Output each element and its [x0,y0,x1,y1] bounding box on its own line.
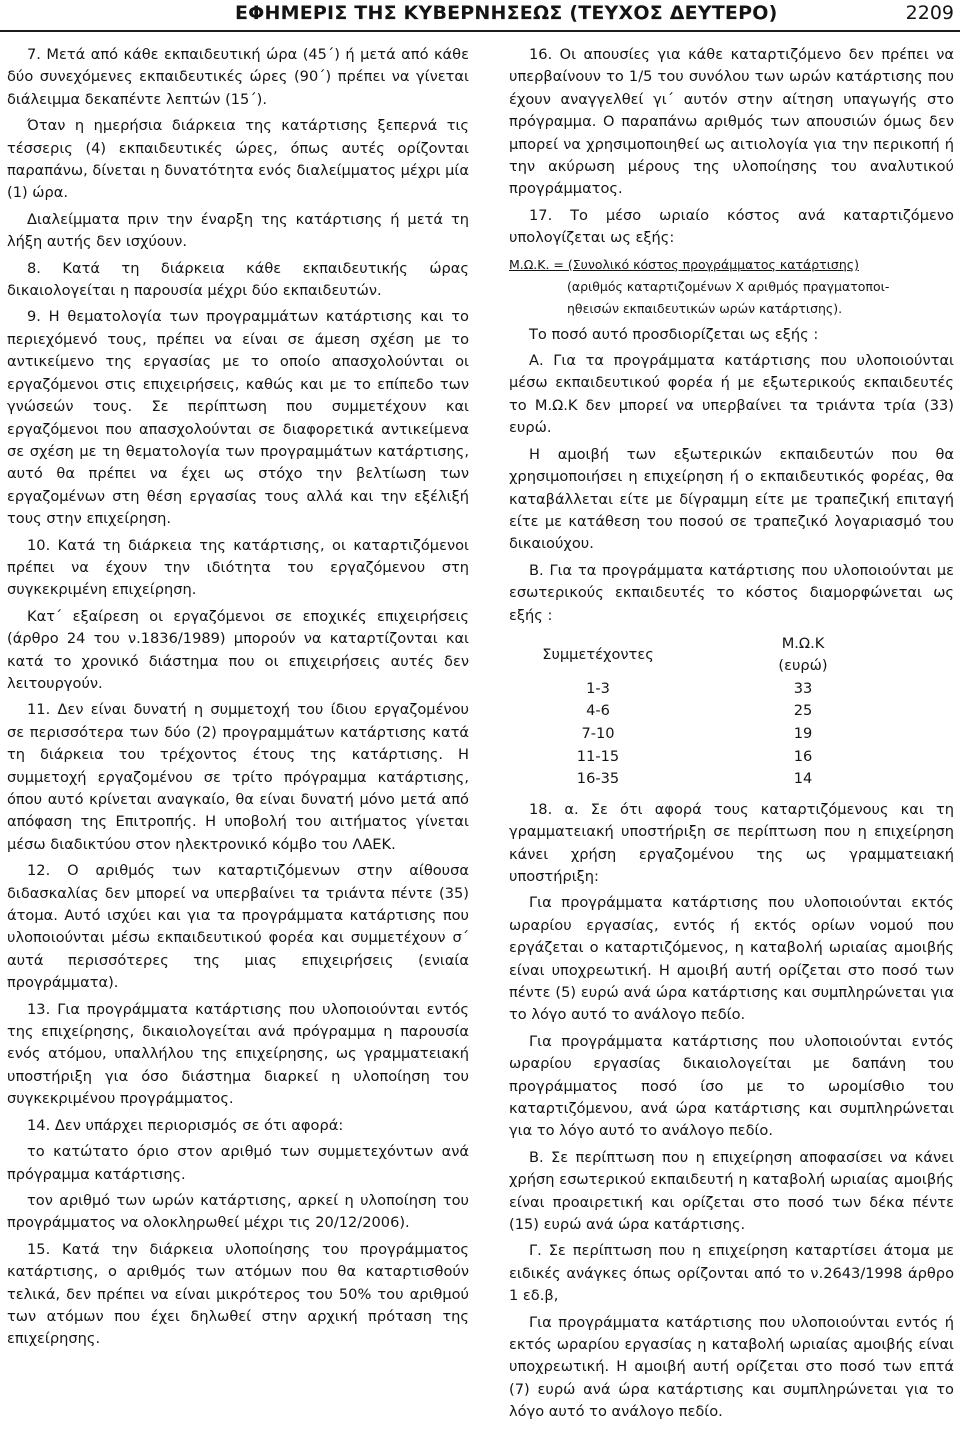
paragraph: Για προγράμματα κατάρτισης που υλοποιούνται εκτός ωραρίου εργασίας, εντός ή εκτός ορίων νομού που εργάζεται ο καταρτιζόμενος, η καταβολή ωριαίας αμοιβής είναι υποχρεωτική. Η αμοιβή αυτή ορίζεται στο ποσό των πέντε (5) ευρώ ανά ώρα κατάρτισης και συμπληρώνεται για το λόγο αυτό το ανάλογο πεδίο. [509,894,954,1024]
paragraph: Β. Σε περίπτωση που η επιχείρηση αποφασίσει να κάνει χρήση εσωτερικού εκπαιδευτή η καταβολή ωριαίας αμοιβής είναι προαιρετική και ορίζεται στο ποσό των δέκα πέντε (15) ευρώ ανά ώρα κατάρτισης. [509,1148,954,1234]
mok-cell: 19 [793,725,813,743]
paragraph: το κατώτατο όριο στον αριθμό των συμμετεχόντων ανά πρόγραμμα κατάρτισης. [7,1143,469,1183]
paragraph: Β. Για τα προγράμματα κατάρτισης που υλοποιούνται με εσωτερικούς εκπαιδευτές το κόστος διαμορφώνεται ως εξής : [509,561,954,624]
table-row [535,678,849,701]
mok-cell: 16 [793,747,813,765]
paragraph: 12. Ο αριθμός των καταρτιζόμενων στην αίθουσα διδασκαλίας δεν μπορεί να υπερβαίνει τα τριάντα πέντε (35) άτομα. Αυτό ισχύει και για τα προγράμματα κατάρτισης που υλοποιούνται μέσω εκπαιδευτικού φορέα και συμμετέχουν σ΄ αυτά περισσότερες της μιας επιχειρήσεις (ενιαία προγράμματα). [7,862,469,992]
right-column [509,44,954,1428]
mok-cell: 14 [793,770,813,788]
participants-cell: 7-10 [581,725,615,743]
column-header-mok: Μ.Ω.Κ (ευρώ) [778,634,828,675]
paragraph: 17. Το μέσο ωριαίο κόστος ανά καταρτιζόμενο υπολογίζεται ως εξής: [509,206,954,247]
paragraph: 7. Μετά από κάθε εκπαιδευτική ώρα (45΄) ή μετά από κάθε δύο συνεχόμενες εκπαιδευτικές ώρες (90΄) πρέπει να γίνεται διάλειμμα δεκαπέντε λεπτών (15΄). [7,46,469,108]
paragraph: Γ. Σε περίπτωση που η επιχείρηση καταρτίσει άτομα με ειδικές ανάγκες όπως ορίζονται από το ν.2643/1998 άρθρο 1 εδ.β, [509,1242,954,1305]
paragraph: 18. α. Σε ότι αφορά τους καταρτιζόμενους και τη γραμματειακή υποστήριξη σε περίπτωση που η επιχείρηση κάνει χρήση εργαζομένου της ως γραμματειακή υποστήριξη: [509,800,954,885]
formula-denominator-line2: ηθεισών εκπαιδευτικών ωρών κατάρτισης). [567,300,843,316]
paragraph: Όταν η ημερήσια διάρκεια της κατάρτισης ξεπερνά τις τέσσερις (4) εκπαιδευτικές ώρες, όπως αυτές ορίζονται παραπάνω, δίνεται η δυνατότητα ενός διαλείμματος μέχρι μία (1) ώρα. [7,117,469,202]
paragraph: 16. Οι απουσίες για κάθε καταρτιζόμενο δεν πρέπει να υπερβαίνουν το 1/5 του συνόλου των ωρών κατάρτισης που έχουν αναγγελθεί γι΄ αυτόν στην αίτηση υπαγωγής στο πρόγραμμα. Ο παραπάνω αριθμός των απουσιών όμως δεν μπορεί να χρησιμοποιηθεί ως αιτιολογία για την περικοπή ή την ακύρωση μέρους της υλοποίησης του αναλυτικού προγράμματος. [509,46,954,198]
formula-denominator-line1: (αριθμός καταρτιζομένων Χ αριθμός πραγματοποι- [567,278,890,294]
paragraph: 8. Κατά τη διάρκεια κάθε εκπαιδευτικής ώρας δικαιολογείται η παρουσία μέχρι δύο εκπαιδευτών. [7,259,469,300]
mok-table [535,633,849,791]
table-row [535,746,849,769]
paragraph: 14. Δεν υπάρχει περιορισμός σε ότι αφορά: [27,1116,344,1134]
participants-cell: 11-15 [576,747,620,765]
table-header-row [535,633,849,678]
page-header [0,0,960,30]
participants-cell: 1-3 [586,679,610,697]
table-row [535,768,849,791]
paragraph: Το ποσό αυτό προσδιορίζεται ως εξής : [529,325,819,343]
paragraph: Διαλείμματα πριν την έναρξη της κατάρτισης ή μετά τη λήξη αυτής δεν ισχύουν. [7,210,469,251]
paragraph: Η αμοιβή των εξωτερικών εκπαιδευτών που θα χρησιμοποιήσει η επιχείρηση ή ο εκπαιδευτικός φορέας, θα καταβάλλεται είτε με δίγραμμη είτε με τραπεζική επιταγή είτε με κατάθεση του ποσού σε τραπεζικό λογαριασμό του δικαιούχου. [509,445,954,553]
participants-cell: 4-6 [586,702,610,720]
mok-cell: 25 [793,702,813,720]
mok-cell: 33 [793,679,813,697]
paragraph: 15. Κατά την διάρκεια υλοποίησης του προγράμματος κατάρτισης, ο αριθμός των ατόμων που θα καταρτισθούν τελικά, δεν πρέπει να είναι μικρότερος του 50% του αριθμού των ατόμων που έχει δηλωθεί στην αρχική πρόταση της επιχείρησης. [7,1240,469,1348]
paragraph: 10. Κατά τη διάρκεια της κατάρτισης, οι καταρτιζόμενοι πρέπει να έχουν την ιδιότητα του εργαζόμενου στη συγκεκριμένη επιχείρηση. [7,536,469,599]
header-rule [0,30,960,32]
paragraph: 13. Για προγράμματα κατάρτισης που υλοποιούνται εντός της επιχείρησης, δικαιολογείται ανά πρόγραμμα η παρουσία ενός ατόμου, υπαλλήλου της επιχείρησης, ως γραμματειακή υποστήριξη για όσο διάστημα διαρκεί η υλοποίηση του συγκεκριμένου προγράμματος. [7,1000,469,1108]
left-column [7,44,469,1355]
page-number: 2209 [905,2,954,24]
paragraph: τον αριθμό των ωρών κατάρτισης, αρκεί η υλοποίηση του προγράμματος να ολοκληρωθεί μέχρι τις 20/12/2006). [7,1191,469,1232]
gazette-title: ΕΦΗΜΕΡΙΣ ΤΗΣ ΚΥΒΕΡΝΗΣΕΩΣ (ΤΕΥΧΟΣ ΔΕΥΤΕΡΟ) [235,2,778,24]
column-header-participants: Συμμετέχοντες [542,646,654,664]
formula-numerator: Μ.Ω.Κ. = (Συνολικό κόστος προγράμματος κατάρτισης) [509,256,859,272]
table-row [535,700,849,723]
paragraph: Για προγράμματα κατάρτισης που υλοποιούνται εντός ωραρίου εργασίας δικαιολογείται με δαπάνη του προγράμματος ποσό ίσο με το ωρομίσθιο του καταρτιζόμενου, ανά ώρα κατάρτισης και συμπληρώνεται για το λόγο αυτό το ανάλογο πεδίο. [509,1032,954,1140]
paragraph: Για προγράμματα κατάρτισης που υλοποιούνται εντός ή εκτός ωραρίου εργασίας η καταβολή ωριαίας αμοιβής είναι υποχρεωτική. Η αμοιβή αυτή ορίζεται στο ποσό των επτά (7) ευρώ ανά ώρα κατάρτισης και συμπληρώνεται για το λόγο αυτό το ανάλογο πεδίο. [509,1313,954,1421]
paragraph: Κατ΄ εξαίρεση οι εργαζόμενοι σε εποχικές επιχειρήσεις (άρθρο 24 του ν.1836/1989) μπορούν να καταρτίζονται και κατά το χρονικό διάστημα που οι επιχειρήσεις αυτές δεν λειτουργούν. [7,607,469,692]
cost-formula [509,254,954,320]
paragraph: 11. Δεν είναι δυνατή η συμμετοχή του ίδιου εργαζομένου σε περισσότερα των δύο (2) προγραμμάτων κατάρτισης κατά τη διάρκεια του τρέχοντος έτους της κατάρτισης. Η συμμετοχή εργαζομένου σε τρίτο πρόγραμμα κατάρτισης, όπου αυτό κρίνεται αναγκαίο, θα είναι δυνατή μόνο μετά από απόφαση της Επιτροπής. Η υποβολή του αιτήματος γίνεται μέσω διαδικτύου στον ηλεκτρονικό κόμβο του ΛΑΕΚ. [7,701,469,853]
participants-cell: 16-35 [576,770,620,788]
paragraph: Α. Για τα προγράμματα κατάρτισης που υλοποιούνται μέσω εκπαιδευτικού φορέα ή με εξωτερικούς εκπαιδευτές το Μ.Ω.Κ δεν μπορεί να υπερβαίνει τα τριάντα τρία (33) ευρώ. [509,352,954,437]
table-row [535,723,849,746]
paragraph: 9. Η θεματολογία των προγραμμάτων κατάρτισης και το περιεχόμενό τους, πρέπει να είναι σε άμεση σχέση με το αντικείμενο της εργασίας με το οποίο απασχολούνται οι εργαζόμενοι στις επιχειρήσεις, καθώς και με το επίπεδο των γνώσεών τους. Σε περίπτωση που συμμετέχουν και εργαζόμενοι που απασχολούνται σε διαφορετικά αντικείμενα σε σχέση με τη θεματολογία των προγραμμάτων κατάρτισης, αυτό θα πρέπει να έχει ως στόχο την βελτίωση των εργαζομένων στη θέση εργασίας τους αλλά και την εξέλιξή τους στην επιχείρηση. [7,308,469,528]
